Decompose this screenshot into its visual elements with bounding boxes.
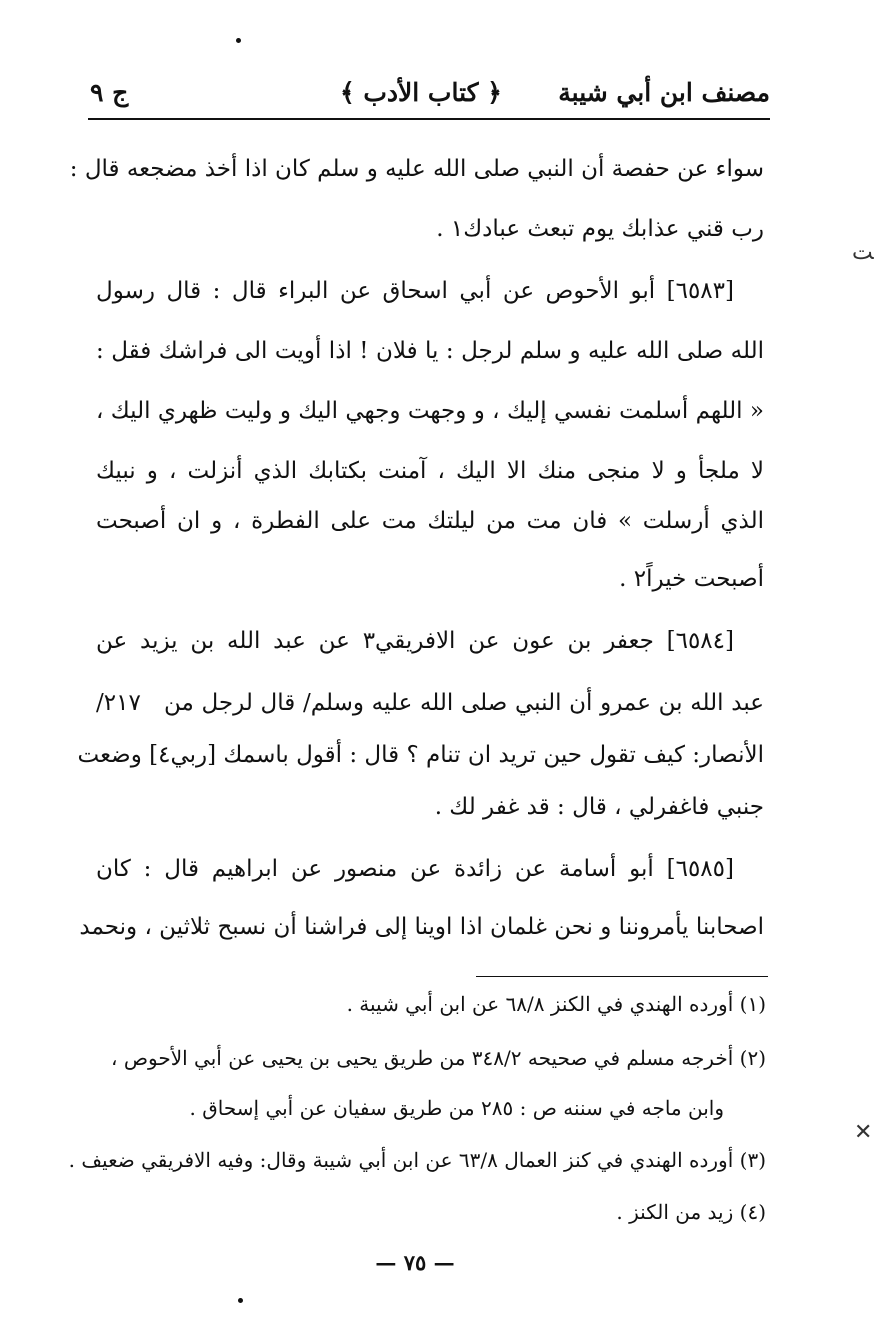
margin-mark: ✕ (854, 1120, 873, 1145)
text-line: سواء عن حفصة أن النبي صلى الله عليه و سلم كان اذا أخذ مضجعه قال : (69, 156, 764, 182)
text-line: الله صلى الله عليه و سلم لرجل : يا فلان ! اذا أويت الى فراشك فقل : (96, 338, 764, 364)
text-line: الأنصار: كيف تقول حين تريد ان تنام ؟ قال : أقول باسمك [ربي٤] وضعت (77, 742, 764, 768)
text-line: عبد الله بن عمرو أن النبي صلى الله عليه وسلم/ قال لرجل من (164, 690, 764, 716)
footnote-rule (476, 976, 768, 977)
footnote-3: (٣) أورده الهندي في كنز العمال ٦٣/٨ عن ابن أبي شيبة وقال: وفيه الافريقي ضعيف . (68, 1148, 766, 1172)
footnote-1: (١) أورده الهندي في الكنز ٦٨/٨ عن ابن أبي شيبة . (346, 992, 766, 1016)
volume-number: ج ٩ (90, 78, 129, 107)
text-line: لا ملجأ و لا منجى منك الا اليك ، آمنت بكتابك الذي أنزلت ، و نبيك (96, 458, 764, 484)
book-title: مصنف ابن أبي شيبة (558, 78, 770, 107)
page-number: — ٧٥ — (375, 1250, 455, 1275)
hadith-6585-start: [٦٥٨٥] أبو أسامة عن زائدة عن منصور عن ابراهيم قال : كان (96, 856, 734, 882)
footnote-4: (٤) زيد من الكنز . (616, 1200, 766, 1224)
hadith-6584-start: [٦٥٨٤] جعفر بن عون عن الافريقي٣ عن عبد الله بن يزيد عن (96, 628, 734, 654)
text-line: رب قني عذابك يوم تبعث عبادك١ . (436, 216, 764, 242)
text-line: اصحابنا يأمروننا و نحن غلمان اذا اوينا إلى فراشنا أن نسبح ثلاثين ، ونحمد (79, 914, 764, 940)
text-line: « اللهم أسلمت نفسي إليك ، و وجهت وجهي اليك و وليت ظهري اليك ، (96, 398, 764, 424)
ink-speck (236, 38, 241, 43)
footnote-2-continued: وابن ماجه في سننه ص : ٢٨٥ من طريق سفيان عن أبي إسحاق . (189, 1096, 724, 1120)
footnote-2: (٢) أخرجه مسلم في صحيحه ٣٤٨/٢ من طريق يحيى بن يحيى عن أبي الأحوص ، (111, 1046, 766, 1070)
running-header (90, 72, 770, 118)
chapter-title: ﴿ كتاب الأدب ﴾ (340, 78, 502, 107)
margin-page-reference: ٢١٧/ (96, 690, 141, 716)
header-rule (88, 118, 770, 120)
text-line: جنبي فاغفرلي ، قال : قد غفر لك . (434, 794, 764, 820)
ink-speck (238, 1298, 243, 1303)
text-line: الذي أرسلت » فان مت من ليلتك مت على الفطرة ، و ان أصبحت (96, 508, 764, 534)
hadith-6583-start: [٦٥٨٣] أبو الأحوص عن أبي اسحاق عن البراء قال : قال رسول (96, 278, 734, 304)
text-line: أصبحت خيراً٢ . (619, 566, 764, 592)
margin-mark: ﺖ (852, 240, 874, 265)
